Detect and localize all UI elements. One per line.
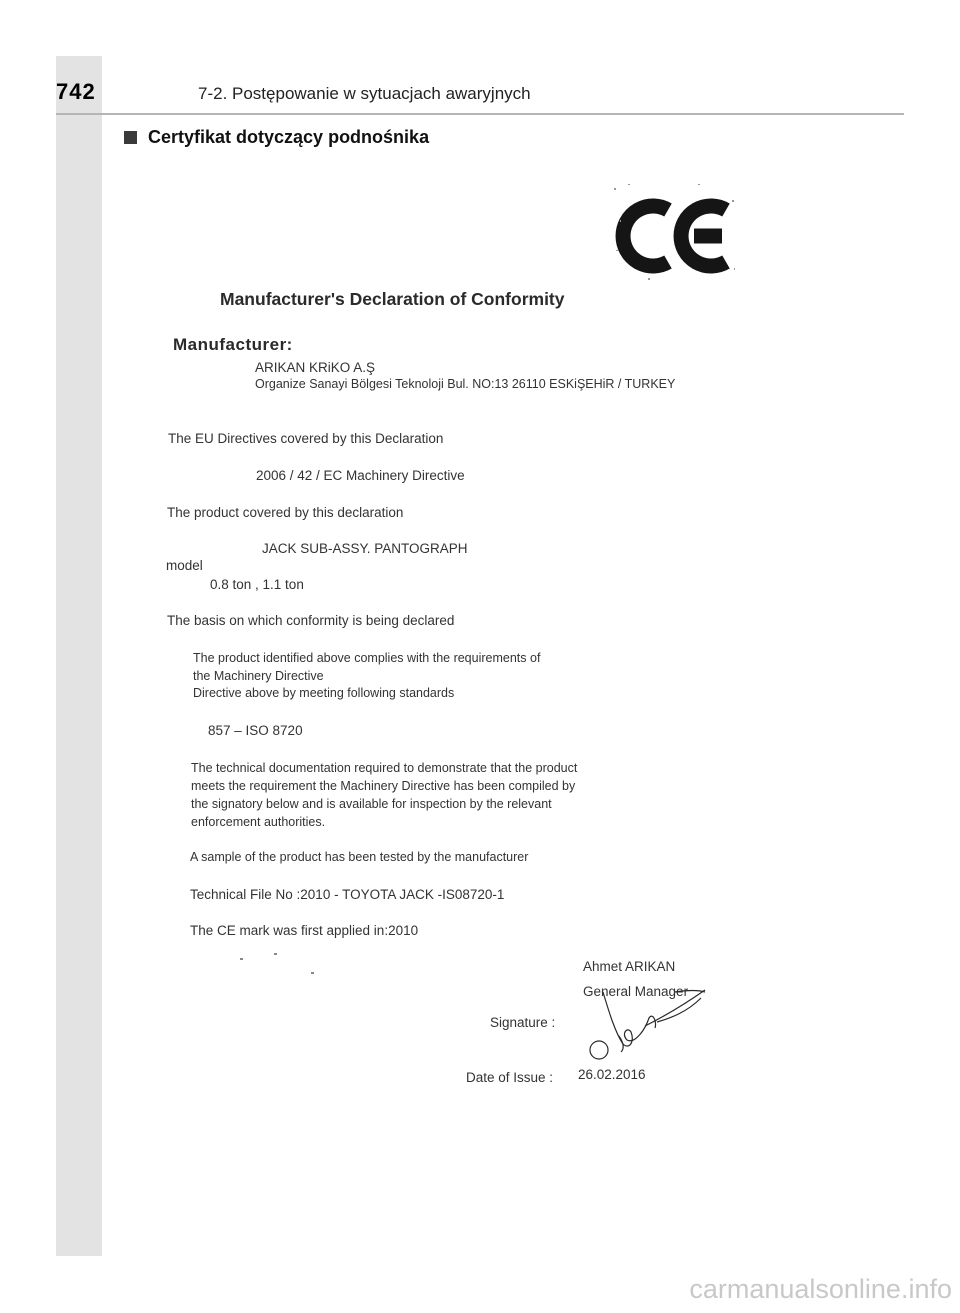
scan-speck (240, 958, 243, 960)
compliance-line: the Machinery Directive (193, 669, 324, 683)
technical-line: enforcement authorities. (191, 815, 326, 829)
date-value: 26.02.2016 (578, 1067, 646, 1082)
compliance-line: The product identified above complies with the requirements of (193, 651, 541, 665)
directives-heading: The EU Directives covered by this Declaration (168, 431, 444, 446)
technical-line: The technical documentation required to demonstrate that the product (191, 761, 578, 775)
manufacturer-name: ARIKAN KRiKO A.Ş (255, 360, 376, 375)
section-title: Certyfikat dotyczący podnośnika (148, 127, 430, 147)
signatory-name: Ahmet ARIKAN (583, 959, 676, 974)
page-number: 742 (56, 79, 96, 104)
site-watermark: carmanualsonline.info (689, 1274, 952, 1304)
sample-statement: A sample of the product has been tested by the manufacturer (190, 850, 529, 864)
ce-mark-logo (608, 180, 738, 285)
technical-line: meets the requirement the Machinery Directive has been compiled by (191, 779, 576, 793)
technical-line: the signatory below and is available for inspection by the relevant (191, 797, 552, 811)
square-bullet-icon (124, 131, 137, 144)
standard-value: 857 – ISO 8720 (208, 723, 303, 738)
model-values: 0.8 ton , 1.1 ton (210, 577, 304, 592)
scan-speck (274, 953, 277, 955)
date-label: Date of Issue : (466, 1070, 554, 1085)
scan-speck (311, 972, 314, 974)
ce-applied-statement: The CE mark was first applied in:2010 (190, 923, 419, 938)
certificate-title: Manufacturer's Declaration of Conformity (220, 289, 565, 309)
signature-label: Signature : (490, 1015, 556, 1030)
handwritten-signature (575, 982, 715, 1062)
compliance-line: Directive above by meeting following standards (193, 686, 455, 700)
basis-heading: The basis on which conformity is being declared (167, 613, 455, 628)
page-gutter (56, 56, 102, 1256)
chapter-title: 7-2. Postępowanie w sytuacjach awaryjnych (198, 84, 531, 103)
technical-file: Technical File No :2010 - TOYOTA JACK -IS08720-1 (190, 887, 505, 902)
manufacturer-label: Manufacturer: (173, 335, 293, 354)
signatory-title: General Manager (583, 984, 689, 999)
model-label: model (166, 558, 203, 573)
header-divider (56, 113, 904, 115)
product-heading: The product covered by this declaration (167, 505, 404, 520)
product-name: JACK SUB-ASSY. PANTOGRAPH (262, 541, 468, 556)
manufacturer-address: Organize Sanayi Bölgesi Teknoloji Bul. NO:13 26110 ESKiŞEHiR / TURKEY (255, 377, 676, 391)
directive-value: 2006 / 42 / EC Machinery Directive (256, 468, 465, 483)
